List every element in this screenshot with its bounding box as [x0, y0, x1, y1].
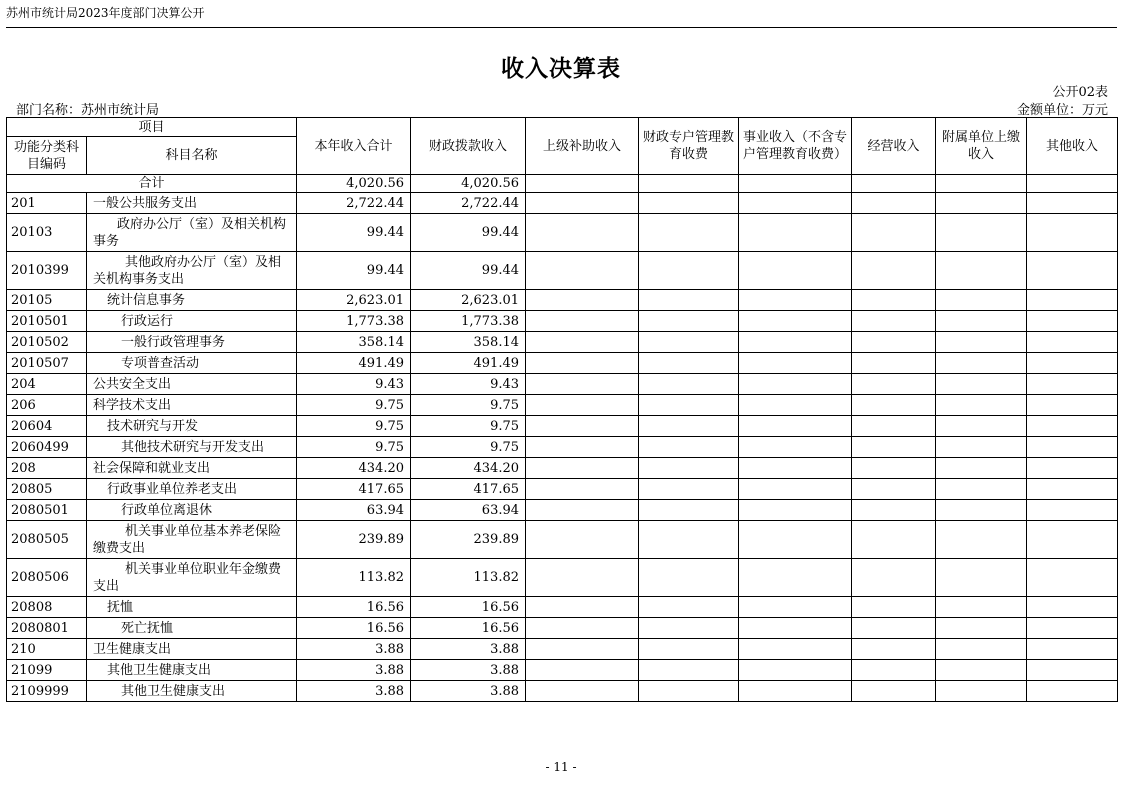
- row-empty-cell: [739, 479, 852, 500]
- row-empty-cell: [526, 332, 639, 353]
- header-code: 功能分类科目编码: [7, 137, 87, 175]
- table-row: [7, 618, 1118, 639]
- table-row: [7, 437, 1118, 458]
- row-empty-cell: [639, 618, 739, 639]
- row-empty-cell: [1027, 559, 1118, 597]
- row-name: 其他政府办公厅（室）及相关机构事务支出: [87, 252, 297, 290]
- row-name: 机关事业单位职业年金缴费支出: [87, 559, 297, 597]
- header-superior: 上级补助收入: [526, 118, 639, 175]
- row-empty-cell: [936, 214, 1027, 252]
- row-empty-cell: [639, 639, 739, 660]
- row-empty-cell: [1027, 214, 1118, 252]
- row-name: 其他卫生健康支出: [87, 660, 297, 681]
- row-total: 9.43: [297, 374, 411, 395]
- row-empty-cell: [639, 660, 739, 681]
- table-row: [7, 458, 1118, 479]
- row-fiscal: 434.20: [411, 458, 526, 479]
- row-total: 3.88: [297, 639, 411, 660]
- row-fiscal: 113.82: [411, 559, 526, 597]
- row-empty-cell: [526, 639, 639, 660]
- row-empty-cell: [852, 214, 936, 252]
- row-fiscal: 16.56: [411, 618, 526, 639]
- row-code: 21099: [7, 660, 87, 681]
- row-empty-cell: [639, 597, 739, 618]
- row-name: 科学技术支出: [87, 395, 297, 416]
- row-code: 206: [7, 395, 87, 416]
- row-empty-cell: [1027, 500, 1118, 521]
- row-total: 2,623.01: [297, 290, 411, 311]
- row-empty-cell: [1027, 681, 1118, 702]
- row-total: 9.75: [297, 416, 411, 437]
- header-project: 项目: [7, 118, 297, 137]
- row-empty-cell: [852, 193, 936, 214]
- table-row: [7, 479, 1118, 500]
- row-empty-cell: [852, 437, 936, 458]
- row-code: 201: [7, 193, 87, 214]
- row-empty-cell: [852, 374, 936, 395]
- row-total: 3.88: [297, 660, 411, 681]
- row-empty-cell: [639, 559, 739, 597]
- sum-label: 合计: [7, 175, 297, 193]
- row-empty-cell: [526, 193, 639, 214]
- row-empty-cell: [852, 660, 936, 681]
- row-empty-cell: [526, 437, 639, 458]
- row-empty-cell: [1027, 521, 1118, 559]
- row-fiscal: 491.49: [411, 353, 526, 374]
- row-empty-cell: [739, 458, 852, 479]
- header-total: 本年收入合计: [297, 118, 411, 175]
- row-empty-cell: [526, 214, 639, 252]
- row-empty-cell: [936, 500, 1027, 521]
- row-empty-cell: [852, 252, 936, 290]
- row-empty-cell: [1027, 618, 1118, 639]
- row-empty-cell: [1027, 660, 1118, 681]
- row-empty-cell: [936, 660, 1027, 681]
- row-empty-cell: [526, 597, 639, 618]
- row-empty-cell: [639, 395, 739, 416]
- row-empty-cell: [739, 332, 852, 353]
- row-empty-cell: [526, 311, 639, 332]
- row-empty-cell: [1027, 332, 1118, 353]
- row-fiscal: 99.44: [411, 252, 526, 290]
- row-empty-cell: [526, 252, 639, 290]
- page-title: 收入决算表: [501, 56, 621, 82]
- header-business: 事业收入（不含专户管理教育收费）: [739, 118, 852, 175]
- header-operating: 经营收入: [852, 118, 936, 175]
- row-code: 2010507: [7, 353, 87, 374]
- row-empty-cell: [1027, 193, 1118, 214]
- row-empty-cell: [1027, 479, 1118, 500]
- row-fiscal: 2,623.01: [411, 290, 526, 311]
- row-empty-cell: [1027, 374, 1118, 395]
- row-empty-cell: [852, 559, 936, 597]
- row-fiscal: 9.75: [411, 395, 526, 416]
- row-name: 公共安全支出: [87, 374, 297, 395]
- row-name: 专项普查活动: [87, 353, 297, 374]
- row-empty-cell: [639, 290, 739, 311]
- table-row: [7, 395, 1118, 416]
- row-empty-cell: [739, 252, 852, 290]
- row-code: 2080501: [7, 500, 87, 521]
- row-empty-cell: [526, 521, 639, 559]
- row-fiscal: 9.43: [411, 374, 526, 395]
- row-empty-cell: [739, 290, 852, 311]
- row-empty-cell: [936, 193, 1027, 214]
- row-empty-cell: [739, 681, 852, 702]
- row-empty-cell: [639, 521, 739, 559]
- row-total: 358.14: [297, 332, 411, 353]
- row-empty-cell: [739, 311, 852, 332]
- row-empty-cell: [1027, 639, 1118, 660]
- row-empty-cell: [526, 681, 639, 702]
- row-code: 20604: [7, 416, 87, 437]
- row-name: 其他卫生健康支出: [87, 681, 297, 702]
- row-total: 99.44: [297, 214, 411, 252]
- row-empty-cell: [1027, 458, 1118, 479]
- row-empty-cell: [739, 193, 852, 214]
- row-empty-cell: [936, 521, 1027, 559]
- row-code: 204: [7, 374, 87, 395]
- row-empty-cell: [936, 252, 1027, 290]
- row-empty-cell: [852, 618, 936, 639]
- row-empty-cell: [852, 290, 936, 311]
- row-empty-cell: [739, 374, 852, 395]
- row-empty-cell: [639, 437, 739, 458]
- row-code: 2010399: [7, 252, 87, 290]
- row-empty-cell: [1027, 353, 1118, 374]
- row-empty-cell: [639, 332, 739, 353]
- row-empty-cell: [739, 500, 852, 521]
- row-empty-cell: [639, 458, 739, 479]
- table-row: [7, 353, 1118, 374]
- row-name: 机关事业单位基本养老保险缴费支出: [87, 521, 297, 559]
- row-empty-cell: [1027, 416, 1118, 437]
- row-empty-cell: [852, 500, 936, 521]
- row-name: 行政运行: [87, 311, 297, 332]
- row-empty-cell: [739, 660, 852, 681]
- income-table: [6, 117, 1118, 702]
- table-row: [7, 681, 1118, 702]
- row-code: 20103: [7, 214, 87, 252]
- row-empty-cell: [936, 597, 1027, 618]
- header-affiliate: 附属单位上缴收入: [936, 118, 1027, 175]
- row-name: 一般行政管理事务: [87, 332, 297, 353]
- row-fiscal: 3.88: [411, 639, 526, 660]
- row-fiscal: 1,773.38: [411, 311, 526, 332]
- row-empty-cell: [852, 681, 936, 702]
- sum-fiscal: 4,020.56: [411, 175, 526, 193]
- row-empty-cell: [739, 395, 852, 416]
- row-empty-cell: [936, 332, 1027, 353]
- row-empty-cell: [936, 479, 1027, 500]
- row-empty-cell: [639, 416, 739, 437]
- sum-total: 4,020.56: [297, 175, 411, 193]
- row-name: 卫生健康支出: [87, 639, 297, 660]
- row-empty-cell: [739, 521, 852, 559]
- row-empty-cell: [639, 252, 739, 290]
- row-fiscal: 3.88: [411, 660, 526, 681]
- row-empty-cell: [936, 437, 1027, 458]
- row-empty-cell: [639, 681, 739, 702]
- row-empty-cell: [1027, 311, 1118, 332]
- table-row: [7, 521, 1118, 559]
- row-code: 2010501: [7, 311, 87, 332]
- row-empty-cell: [639, 500, 739, 521]
- header-other: 其他收入: [1027, 118, 1118, 175]
- row-empty-cell: [852, 597, 936, 618]
- page-number: - 11 -: [545, 760, 577, 774]
- unit-label: 金额单位：万元: [1016, 103, 1108, 118]
- row-name: 统计信息事务: [87, 290, 297, 311]
- table-number: 公开02表: [1052, 85, 1108, 100]
- row-code: 2109999: [7, 681, 87, 702]
- row-empty-cell: [526, 660, 639, 681]
- row-empty-cell: [526, 395, 639, 416]
- table-row: [7, 660, 1118, 681]
- row-empty-cell: [936, 395, 1027, 416]
- row-total: 16.56: [297, 597, 411, 618]
- row-code: 20805: [7, 479, 87, 500]
- row-code: 208: [7, 458, 87, 479]
- row-total: 239.89: [297, 521, 411, 559]
- row-empty-cell: [852, 521, 936, 559]
- row-empty-cell: [526, 458, 639, 479]
- row-total: 417.65: [297, 479, 411, 500]
- table-row: [7, 311, 1118, 332]
- row-empty-cell: [526, 290, 639, 311]
- table-row: [7, 639, 1118, 660]
- row-empty-cell: [1027, 437, 1118, 458]
- row-name: 其他技术研究与开发支出: [87, 437, 297, 458]
- row-empty-cell: [739, 214, 852, 252]
- table-row: [7, 214, 1118, 252]
- row-fiscal: 358.14: [411, 332, 526, 353]
- running-title: 苏州市统计局2023年度部门决算公开: [6, 6, 205, 20]
- row-name: 一般公共服务支出: [87, 193, 297, 214]
- row-empty-cell: [1027, 395, 1118, 416]
- row-empty-cell: [639, 479, 739, 500]
- row-total: 9.75: [297, 437, 411, 458]
- row-fiscal: 9.75: [411, 416, 526, 437]
- row-empty-cell: [739, 618, 852, 639]
- row-name: 死亡抚恤: [87, 618, 297, 639]
- row-total: 99.44: [297, 252, 411, 290]
- row-fiscal: 2,722.44: [411, 193, 526, 214]
- row-empty-cell: [739, 437, 852, 458]
- table-row: [7, 332, 1118, 353]
- row-empty-cell: [526, 353, 639, 374]
- row-fiscal: 9.75: [411, 437, 526, 458]
- row-empty-cell: [936, 416, 1027, 437]
- row-total: 16.56: [297, 618, 411, 639]
- row-fiscal: 417.65: [411, 479, 526, 500]
- row-empty-cell: [936, 311, 1027, 332]
- row-empty-cell: [936, 681, 1027, 702]
- row-code: 210: [7, 639, 87, 660]
- row-empty-cell: [639, 214, 739, 252]
- header-fiscal: 财政拨款收入: [411, 118, 526, 175]
- row-code: 20808: [7, 597, 87, 618]
- row-empty-cell: [639, 193, 739, 214]
- row-name: 行政单位离退休: [87, 500, 297, 521]
- table-row: [7, 193, 1118, 214]
- row-total: 113.82: [297, 559, 411, 597]
- table-row: [7, 374, 1118, 395]
- row-empty-cell: [639, 353, 739, 374]
- row-empty-cell: [936, 290, 1027, 311]
- row-fiscal: 3.88: [411, 681, 526, 702]
- row-empty-cell: [936, 353, 1027, 374]
- department-label: 部门名称：苏州市统计局: [16, 103, 160, 118]
- row-empty-cell: [526, 500, 639, 521]
- row-fiscal: 16.56: [411, 597, 526, 618]
- row-fiscal: 63.94: [411, 500, 526, 521]
- row-empty-cell: [852, 479, 936, 500]
- row-empty-cell: [526, 479, 639, 500]
- row-total: 491.49: [297, 353, 411, 374]
- row-empty-cell: [852, 311, 936, 332]
- row-empty-cell: [852, 416, 936, 437]
- header-rule: [6, 27, 1117, 28]
- row-empty-cell: [1027, 252, 1118, 290]
- row-empty-cell: [639, 311, 739, 332]
- row-empty-cell: [852, 395, 936, 416]
- row-code: 20105: [7, 290, 87, 311]
- row-total: 9.75: [297, 395, 411, 416]
- row-code: 2080505: [7, 521, 87, 559]
- row-empty-cell: [936, 559, 1027, 597]
- row-total: 1,773.38: [297, 311, 411, 332]
- header-name: 科目名称: [87, 137, 297, 175]
- row-empty-cell: [526, 618, 639, 639]
- row-code: 2010502: [7, 332, 87, 353]
- row-fiscal: 99.44: [411, 214, 526, 252]
- row-empty-cell: [739, 559, 852, 597]
- table-row: [7, 416, 1118, 437]
- row-code: 2060499: [7, 437, 87, 458]
- row-code: 2080801: [7, 618, 87, 639]
- row-empty-cell: [936, 639, 1027, 660]
- row-empty-cell: [526, 559, 639, 597]
- row-name: 行政事业单位养老支出: [87, 479, 297, 500]
- row-name: 技术研究与开发: [87, 416, 297, 437]
- row-empty-cell: [639, 374, 739, 395]
- row-empty-cell: [526, 416, 639, 437]
- header-edu-fee: 财政专户管理教育收费: [639, 118, 739, 175]
- row-empty-cell: [1027, 290, 1118, 311]
- row-total: 3.88: [297, 681, 411, 702]
- row-empty-cell: [526, 374, 639, 395]
- row-empty-cell: [739, 597, 852, 618]
- table-row: [7, 252, 1118, 290]
- row-empty-cell: [936, 618, 1027, 639]
- row-empty-cell: [852, 353, 936, 374]
- row-empty-cell: [852, 332, 936, 353]
- row-name: 政府办公厅（室）及相关机构事务: [87, 214, 297, 252]
- row-total: 63.94: [297, 500, 411, 521]
- table-row: [7, 290, 1118, 311]
- row-total: 434.20: [297, 458, 411, 479]
- row-empty-cell: [739, 639, 852, 660]
- table-row: [7, 500, 1118, 521]
- row-empty-cell: [739, 353, 852, 374]
- table-row: [7, 559, 1118, 597]
- row-code: 2080506: [7, 559, 87, 597]
- row-name: 抚恤: [87, 597, 297, 618]
- row-empty-cell: [852, 639, 936, 660]
- row-empty-cell: [936, 374, 1027, 395]
- row-fiscal: 239.89: [411, 521, 526, 559]
- row-name: 社会保障和就业支出: [87, 458, 297, 479]
- row-empty-cell: [1027, 597, 1118, 618]
- row-empty-cell: [739, 416, 852, 437]
- row-total: 2,722.44: [297, 193, 411, 214]
- row-empty-cell: [852, 458, 936, 479]
- row-empty-cell: [936, 458, 1027, 479]
- table-row: [7, 597, 1118, 618]
